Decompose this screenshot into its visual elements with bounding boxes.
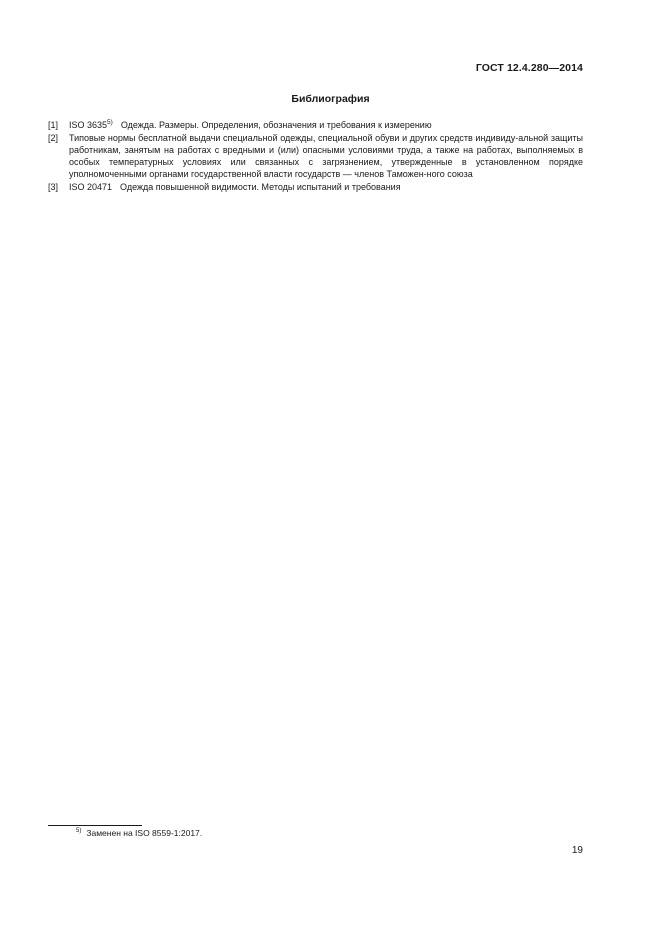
footnote-text: Заменен на ISO 8559-1:2017. bbox=[86, 828, 203, 838]
bibliography-entry-3 bbox=[48, 181, 583, 193]
standard-code: ISO 3635$^{5)}$ bbox=[69, 119, 113, 130]
bibliography-entry-number: [1] bbox=[48, 120, 59, 130]
bibliography-entry-1 bbox=[48, 119, 583, 131]
standard-code: ISO 20471 bbox=[69, 182, 113, 192]
bibliography-list bbox=[48, 119, 583, 194]
standard-title: Одежда повышенной видимости. Методы испытаний и требования bbox=[120, 182, 401, 192]
bibliography-entry-body: Типовые нормы бесплатной выдачи специальной одежды, специальной обуви и других средств индивиду-альной защиты работникам, занятым на работах с вредными и (или) опасными условиями труда, а также на работах, выполняемых в особых температурных условиях или связанных с загрязнением, утвержденные в установленном порядке уполномоченными органами государственной власти государств — членов Таможен-ного союза bbox=[69, 133, 583, 179]
bibliography-entry-number: [2] bbox=[48, 133, 59, 143]
standard-title: Одежда. Размеры. Определения, обозначения и требования к измерению bbox=[120, 120, 432, 130]
footnote bbox=[76, 828, 202, 839]
footnote-separator bbox=[48, 825, 142, 826]
bibliography-title: Библиография bbox=[291, 93, 370, 105]
bibliography-entry-body bbox=[69, 181, 583, 193]
footnote-reference: 5) bbox=[107, 119, 113, 126]
footnote-marker: 5) bbox=[76, 828, 82, 835]
bibliography-entry-number: [3] bbox=[48, 182, 59, 192]
bibliography-entry-2 bbox=[48, 132, 583, 180]
bibliography-entry-body bbox=[69, 119, 583, 131]
page-number: 19 bbox=[571, 845, 583, 856]
document-standard-header: ГОСТ 12.4.280—2014 bbox=[475, 62, 583, 74]
